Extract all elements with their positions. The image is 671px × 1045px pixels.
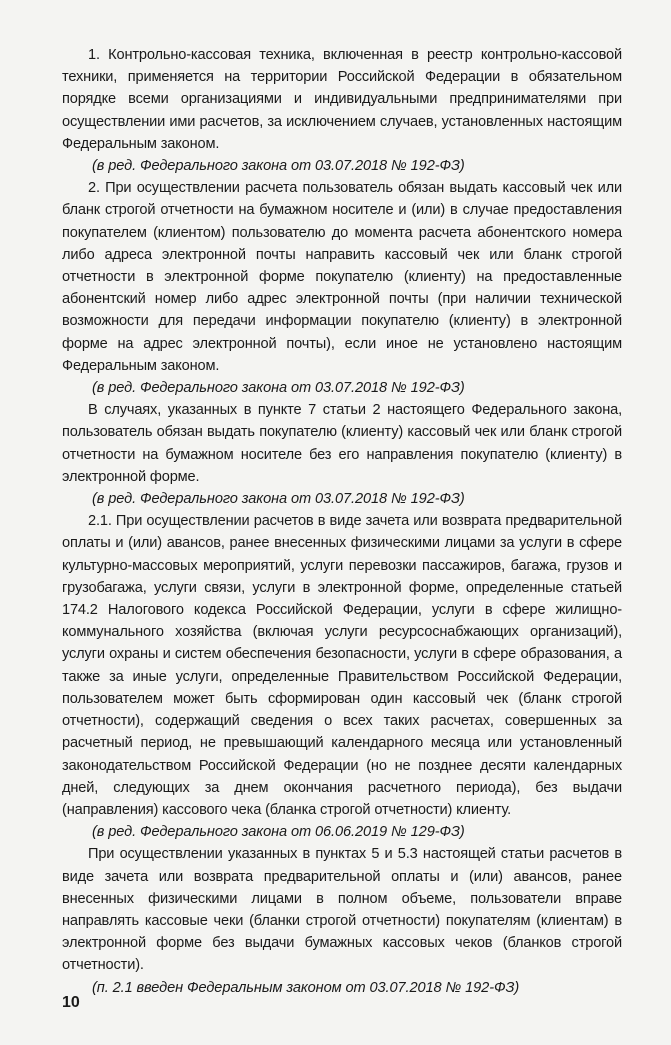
amendment-note-3: (в ред. Федерального закона от 03.07.2018 № 192-ФЗ) bbox=[92, 491, 465, 508]
document-page bbox=[62, 44, 622, 999]
amendment-note-2: (в ред. Федерального закона от 03.07.2018 № 192-ФЗ) bbox=[92, 380, 465, 397]
page-number: 10 bbox=[62, 994, 80, 1011]
paragraph-2-1-continued: При осуществлении указанных в пунктах 5 и 5.3 настоящей статьи расчетов в виде зачета или возврата предварительной оплаты и (или) авансов, ранее внесенных физическими лицами в полном объеме, пользователи вправе направлять кассовые чеки (бланки строгой отчетности) покупателям (клиентам) в электронной форме без выдачи бумажных кассовых чеков (бланков строгой отчетности). bbox=[62, 846, 622, 974]
paragraph-2: 2. При осуществлении расчета пользователь обязан выдать кассовый чек или бланк строгой отчетности на бумажном носителе и (или) в случае предоставления покупателем (клиентом) пользователю до момента расчета абонентского номера либо адреса электронной почты направить кассовый чек или бланк строгой отчетности в электронной форме покупателю (клиенту) на предоставленные абонентский номер либо адрес электронной почты (при наличии технической возможности для передачи информации покупателю (клиенту) в электронной форме на адрес электронной почты), если иное не установлено настоящим Федеральным законом. bbox=[62, 180, 622, 374]
amendment-note-1: (в ред. Федерального закона от 03.07.2018 № 192-ФЗ) bbox=[92, 158, 465, 175]
paragraph-2-continued: В случаях, указанных в пункте 7 статьи 2 настоящего Федерального закона, пользователь обязан выдать покупателю (клиенту) кассовый чек или бланк строгой отчетности на бумажном носителе без его направления покупателю (клиенту) в электронной форме. bbox=[62, 402, 622, 485]
amendment-note-5: (п. 2.1 введен Федеральным законом от 03.07.2018 № 192-ФЗ) bbox=[92, 979, 520, 996]
paragraph-1: 1. Контрольно-кассовая техника, включенная в реестр контрольно-кассовой техники, применяется на территории Российской Федерации в обязательном порядке всеми организациями и индивидуальными предпринимателями при осуществлении ими расчетов, за исключением случаев, установленных настоящим Федеральным законом. bbox=[62, 47, 622, 152]
amendment-note-4: (в ред. Федерального закона от 06.06.2019 № 129-ФЗ) bbox=[92, 824, 465, 841]
paragraph-2-1: 2.1. При осуществлении расчетов в виде зачета или возврата предварительной оплаты и (или) авансов, ранее внесенных физическими лицами за услуги в сфере культурно-массовых мероприятий, услуги перевозки пассажиров, багажа, грузов и грузобагажа, услуги связи, услуги в электронной форме, определенные статьей 174.2 Налогового кодекса Российской Федерации, услуги в сфере жилищно-коммунального хозяйства (включая услуги ресурсоснабжающих организаций), услуги охраны и систем обеспечения безопасности, услуги в сфере образования, а также за иные услуги, определенные Правительством Российской Федерации, пользователем может быть сформирован один кассовый чек (бланк строгой отчетности), содержащий сведения о всех таких расчетах, совершенных за расчетный период, не превышающий календарного месяца или установленный законодательством Российской Федерации (но не позднее десяти календарных дней, следующих за днем окончания расчетного периода), без выдачи (направления) кассового чека (бланка строгой отчетности) клиенту. bbox=[62, 513, 622, 818]
